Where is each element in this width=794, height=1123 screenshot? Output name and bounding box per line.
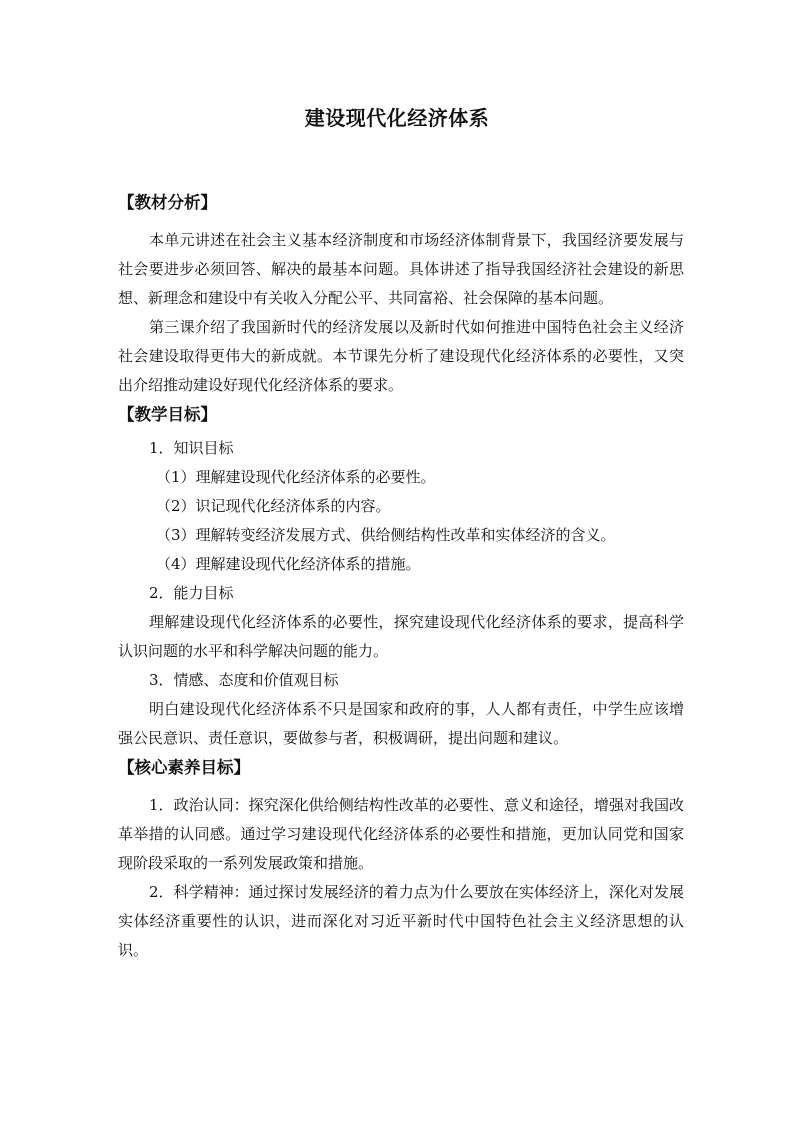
- goal-knowledge-item: （4）理解建设现代化经济体系的措施。: [156, 555, 421, 573]
- goal-emotion-title: 3．情感、态度和价值观目标: [149, 671, 339, 689]
- section-heading-teaching-goals: 【教学目标】: [118, 405, 217, 424]
- goal-knowledge-title: 1．知识目标: [149, 439, 234, 457]
- core-literacy-political: 1．政治认同：探究深化供给侧结构性改革的必要性、意义和途径，增强对我国改革举措的认同感。通过学习建设现代化经济体系的必要性和措施，更加认同党和国家现阶段采取的一系列发展政策和措施。: [118, 796, 684, 872]
- goal-ability-text: 理解建设现代化经济体系的必要性，探究建设现代化经济体系的要求，提高科学认识问题的水平和科学解决问题的能力。: [118, 613, 684, 660]
- paragraph: 第三课介绍了我国新时代的经济发展以及新时代如何推进中国特色社会主义经济社会建设取得更伟大的新成就。本节课先分析了建设现代化经济体系的必要性，又突出介绍推动建设好现代化经济体系的要求。: [118, 318, 684, 394]
- core-literacy-science: 2．科学精神：通过探讨发展经济的着力点为什么要放在实体经济上，深化对发展实体经济重要性的认识，进而深化对习近平新时代中国特色社会主义经济思想的认识。: [118, 883, 684, 959]
- section-heading-core-literacy: 【核心素养目标】: [118, 758, 250, 777]
- goal-emotion-text: 明白建设现代化经济体系不只是国家和政府的事，人人都有责任，中学生应该增强公民意识、责任意识，要做参与者，积极调研，提出问题和建议。: [118, 700, 684, 747]
- paragraph: 本单元讲述在社会主义基本经济制度和市场经济体制背景下，我国经济要发展与社会要进步必须回答、解决的最基本问题。具体讲述了指导我国经济社会建设的新思想、新理念和建设中有关收入分配公平、共同富裕、社会保障的基本问题。: [118, 231, 684, 307]
- section-heading-textbook-analysis: 【教材分析】: [118, 193, 217, 212]
- goal-ability-title: 2．能力目标: [149, 584, 234, 602]
- goal-knowledge-item: （2）识记现代化经济体系的内容。: [156, 497, 391, 515]
- goal-knowledge-item: （1）理解建设现代化经济体系的必要性。: [156, 468, 436, 486]
- document-title: 建设现代化经济体系: [304, 106, 490, 130]
- goal-knowledge-item: （3）理解转变经济发展方式、供给侧结构性改革和实体经济的含义。: [156, 526, 616, 544]
- document-body: [118, 188, 684, 965]
